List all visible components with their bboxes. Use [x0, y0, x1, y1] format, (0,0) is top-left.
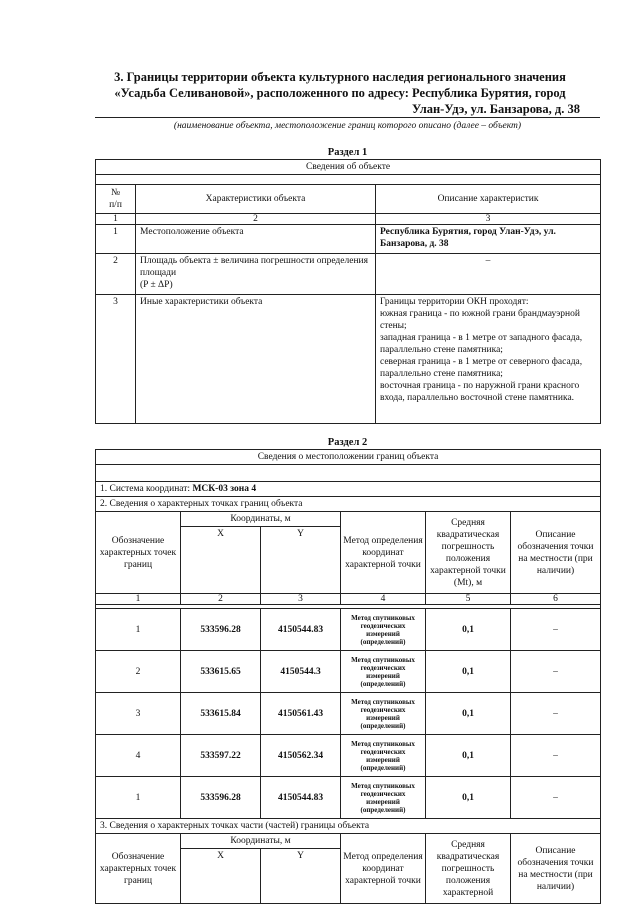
point-description: –	[511, 609, 601, 651]
section1-caption: Сведения об объекте	[96, 160, 601, 175]
point-description: –	[511, 651, 601, 693]
index-cell: 4	[341, 594, 426, 605]
point-id: 1	[96, 777, 181, 819]
coord-system-label: 1. Система координат:	[100, 484, 193, 494]
parts-header-method: Метод определения координат характерной точки	[341, 834, 426, 904]
coord-system	[96, 482, 601, 497]
index-cell: 3	[261, 594, 341, 605]
point-error: 0,1	[426, 735, 511, 777]
parts-header-coords: Координаты, м	[181, 834, 341, 849]
table-row	[96, 651, 601, 693]
point-description: –	[511, 777, 601, 819]
coord-system-value: МСК-03 зона 4	[192, 484, 257, 494]
row-characteristic: Местоположение объекта	[136, 225, 376, 254]
section2-spacer	[96, 465, 601, 482]
index-cell: 1	[96, 214, 136, 225]
parts-header-description: Описание обозначения точки на местности (при наличии)	[511, 834, 601, 904]
col-header-designation: Обозначение характерных точек границ	[96, 512, 181, 594]
section1-spacer	[96, 175, 601, 185]
point-description: –	[511, 693, 601, 735]
table-row	[96, 295, 601, 424]
section2-heading: Раздел 2	[327, 437, 368, 448]
point-x: 533597.22	[181, 735, 261, 777]
point-method: Метод спутниковых геодезических измерений (определений)	[341, 735, 426, 777]
col-header-description: Описание характеристик	[376, 185, 601, 214]
col-header-x: X	[181, 527, 261, 594]
point-method: Метод спутниковых геодезических измерений (определений)	[341, 651, 426, 693]
index-cell: 2	[181, 594, 261, 605]
section1-heading: Раздел 1	[327, 147, 368, 158]
point-id: 1	[96, 609, 181, 651]
table-row	[96, 693, 601, 735]
point-error: 0,1	[426, 693, 511, 735]
point-error: 0,1	[426, 777, 511, 819]
parts-header-x: X	[181, 849, 261, 904]
point-y: 4150544.83	[261, 609, 341, 651]
row-num: 1	[96, 225, 136, 254]
title-underline	[95, 117, 600, 118]
table-row	[96, 777, 601, 819]
title-line-3: Улан-Удэ, ул. Банзарова, д. 38	[411, 102, 580, 116]
point-y: 4150544.3	[261, 651, 341, 693]
section2-caption: Сведения о местоположении границ объекта	[96, 450, 601, 465]
title-line-1: 3. Границы территории объекта культурного наследия регионального значения	[114, 70, 566, 84]
document-title	[100, 69, 580, 117]
table-row	[96, 609, 601, 651]
title-note: (наименование объекта, местоположение границ которого описано (далее – объект)	[173, 121, 522, 131]
section2-table	[95, 449, 601, 904]
row-characteristic: Иные характеристики объекта	[136, 295, 376, 424]
table-row	[96, 735, 601, 777]
point-description: –	[511, 735, 601, 777]
col-header-description: Описание обозначения точки на местности (при наличии)	[511, 512, 601, 594]
parts-header-error: Средняя квадратическая погрешность положения характерной	[426, 834, 511, 904]
point-x: 533596.28	[181, 777, 261, 819]
point-error: 0,1	[426, 651, 511, 693]
point-id: 3	[96, 693, 181, 735]
col-header-coords: Координаты, м	[181, 512, 341, 527]
index-cell: 5	[426, 594, 511, 605]
point-id: 2	[96, 651, 181, 693]
index-cell: 2	[136, 214, 376, 225]
col-header-method: Метод определения координат характерной точки	[341, 512, 426, 594]
col-header-characteristic: Характеристики объекта	[136, 185, 376, 214]
point-id: 4	[96, 735, 181, 777]
table-row	[96, 225, 601, 254]
point-method: Метод спутниковых геодезических измерений (определений)	[341, 609, 426, 651]
parts-heading: 3. Сведения о характерных точках части (частей) границы объекта	[96, 819, 601, 834]
point-x: 533615.84	[181, 693, 261, 735]
section1-table	[95, 159, 601, 424]
point-y: 4150561.43	[261, 693, 341, 735]
index-cell: 1	[96, 594, 181, 605]
point-method: Метод спутниковых геодезических измерений (определений)	[341, 777, 426, 819]
parts-header-designation: Обозначение характерных точек границ	[96, 834, 181, 904]
row-num: 3	[96, 295, 136, 424]
parts-header-y: Y	[261, 849, 341, 904]
row-description: Границы территории ОКН проходят: южная граница - по южной грани брандмауэрной стены; западная граница - в 1 метре от западного фасада, параллельно стене памятника; северная граница - в 1 метре от северного фасада, параллельно стене памятника; восточная граница - по наружной грани красного входа, параллельно восточной стене памятника.	[376, 295, 601, 424]
col-header-error: Средняя квадратическая погрешность положения характерной точки (Mt), м	[426, 512, 511, 594]
point-y: 4150562.34	[261, 735, 341, 777]
point-x: 533615.65	[181, 651, 261, 693]
index-cell: 3	[376, 214, 601, 225]
row-num: 2	[96, 254, 136, 295]
point-x: 533596.28	[181, 609, 261, 651]
point-error: 0,1	[426, 609, 511, 651]
col-header-num: № п/п	[96, 185, 136, 214]
row-characteristic: Площадь объекта ± величина погрешности определения площади (P ± ΔP)	[136, 254, 376, 295]
row-description: –	[376, 254, 601, 295]
table-row	[96, 254, 601, 295]
index-cell: 6	[511, 594, 601, 605]
col-header-y: Y	[261, 527, 341, 594]
point-y: 4150544.83	[261, 777, 341, 819]
points-heading: 2. Сведения о характерных точках границ объекта	[96, 497, 601, 512]
point-method: Метод спутниковых геодезических измерений (определений)	[341, 693, 426, 735]
title-line-2: «Усадьба Селивановой», расположенного по адресу: Республика Бурятия, город	[114, 86, 566, 100]
row-description: Республика Бурятия, город Улан-Удэ, ул. Банзарова, д. 38	[376, 225, 601, 254]
